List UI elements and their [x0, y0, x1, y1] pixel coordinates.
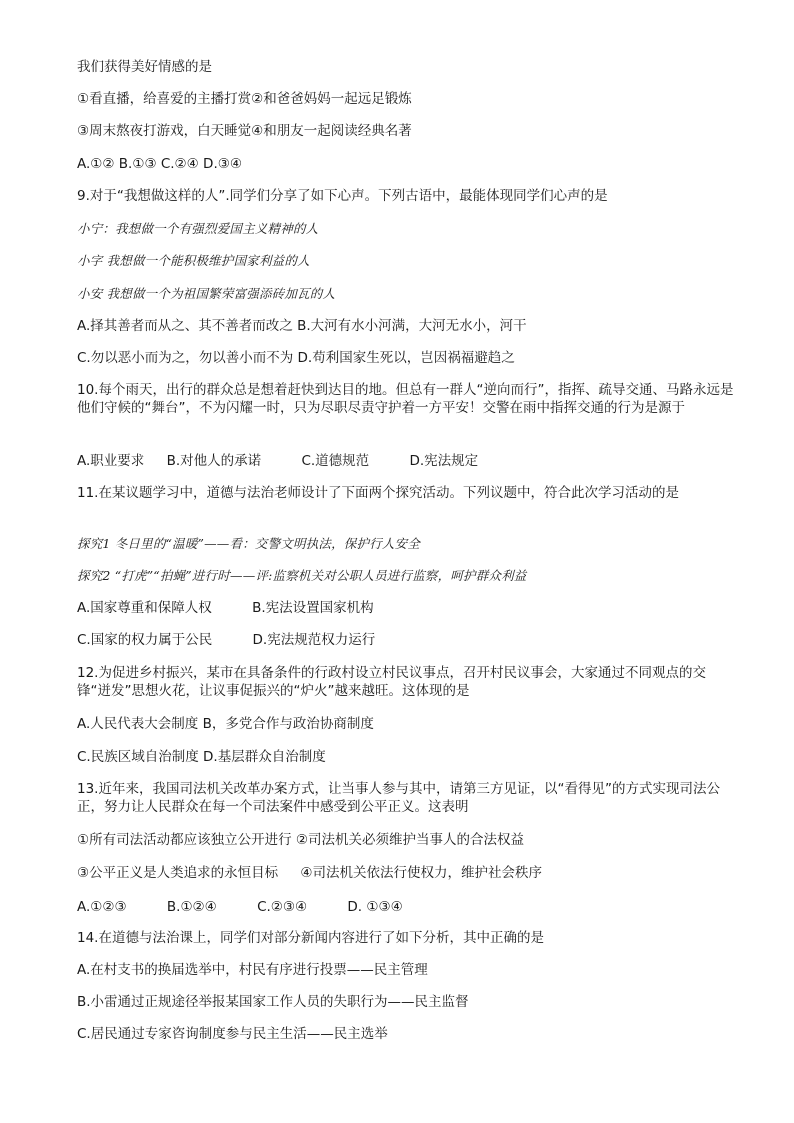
- option-a: A.①②③: [77, 899, 127, 915]
- options-ab: A.人民代表大会制度 B，多党合作与政治协商制度: [77, 716, 374, 732]
- answer-options: A.①② B.①③ C.②④ D.③④: [77, 156, 242, 172]
- option-c: C.居民通过专家咨询制度参与民主生活——民主选举: [77, 1026, 388, 1042]
- option-d: D.宪法规范权力运行: [252, 632, 376, 648]
- statement-4: ④司法机关依法行使权力，维护社会秩序: [300, 865, 543, 881]
- inquiry-2: 探究2 “打虎”“拍蝇”进行时——评:监察机关对公职人员进行监察，呵护群众利益: [77, 568, 527, 583]
- statement-xiaozi: 小字 我想做一个能积极维护国家利益的人: [77, 253, 310, 268]
- text-line: ③周末熬夜打游戏，白天睡觉④和朋友一起阅读经典名著: [77, 123, 412, 139]
- question-11: 11.在某议题学习中，道德与法治老师设计了下面两个探究活动。下列议题中，符合此次学习活动的是: [77, 485, 679, 501]
- option-c: C.②③④: [257, 899, 308, 915]
- option-d: D.宪法规定: [409, 453, 479, 469]
- statements-12: ①所有司法活动都应该独立公开进行 ②司法机关必须维护当事人的合法权益: [77, 832, 524, 848]
- options-ab: A.择其善者而从之、其不善者而改之 B.大河有水小河满，大河无水小，河干: [77, 318, 527, 334]
- statements-34: [77, 864, 727, 882]
- option-d: D. ①③④: [347, 899, 403, 915]
- options-row: [77, 898, 727, 916]
- statement-3: ③公平正义是人类追求的永恒目标: [77, 865, 279, 881]
- option-c: C.国家的权力属于公民: [77, 632, 213, 648]
- options-cd: C.民族区域自治制度 D.基层群众自治制度: [77, 749, 326, 765]
- option-b: B.宪法设置国家机构: [252, 600, 374, 616]
- question-13: 13.近年来，我国司法机关改革办案方式，让当事人参与其中，请第三方见证，以“看得见”的方式实现司法公正，努力让人民群众在每一个司法案件中感受到公平正义。这表明: [77, 781, 720, 815]
- inquiry-1: 探究1 冬日里的“温暖”——看：交警文明执法，保护行人安全: [77, 536, 421, 551]
- options-row: [77, 452, 727, 470]
- option-c: C.道德规范: [301, 453, 370, 469]
- option-b: B.①②④: [166, 899, 217, 915]
- question-12: 12.为促进乡村振兴，某市在具备条件的行政村设立村民议事点，召开村民议事会，大家通过不同观点的交锋“迸发”思想火花，让议事促振兴的“炉火”越来越旺。这体现的是: [77, 665, 706, 699]
- question-14: 14.在道德与法治课上，同学们对部分新闻内容进行了如下分析，其中正确的是: [77, 930, 544, 946]
- option-a: A.国家尊重和保障人权: [77, 600, 212, 616]
- text-line: 我们获得美好情感的是: [77, 59, 212, 75]
- statement-xiaoan: 小安 我想做一个为祖国繁荣富强添砖加瓦的人: [77, 286, 336, 301]
- statement-xiaoning: 小宁：我想做一个有强烈爱国主义精神的人: [77, 221, 319, 236]
- options-row: [77, 631, 727, 649]
- options-row: [77, 599, 727, 617]
- option-a: A.职业要求: [77, 453, 145, 469]
- question-9: 9.对于“我想做这样的人”.同学们分享了如下心声。下列古语中，最能体现同学们心声的是: [77, 188, 608, 204]
- option-b: B.小雷通过正规途径举报某国家工作人员的失职行为——民主监督: [77, 994, 469, 1010]
- option-b: B.对他人的承诺: [166, 453, 262, 469]
- options-cd: C.勿以恶小而为之，勿以善小而不为 D.苟利国家生死以，岂因祸福避趋之: [77, 350, 515, 366]
- question-10: 10.每个雨天，出行的群众总是想着赶快到达目的地。但总有一群人“逆向而行”，指挥、疏导交通、马路永远是他们守候的“舞台”，不为闪耀一时，只为尽职尽责守护着一方平安！交警在雨中指挥交通的行为是源于: [77, 382, 734, 416]
- option-a: A.在村支书的换届选举中，村民有序进行投票——民主管理: [77, 962, 428, 978]
- text-line: ①看直播，给喜爱的主播打赏②和爸爸妈妈一起远足锻炼: [77, 91, 412, 107]
